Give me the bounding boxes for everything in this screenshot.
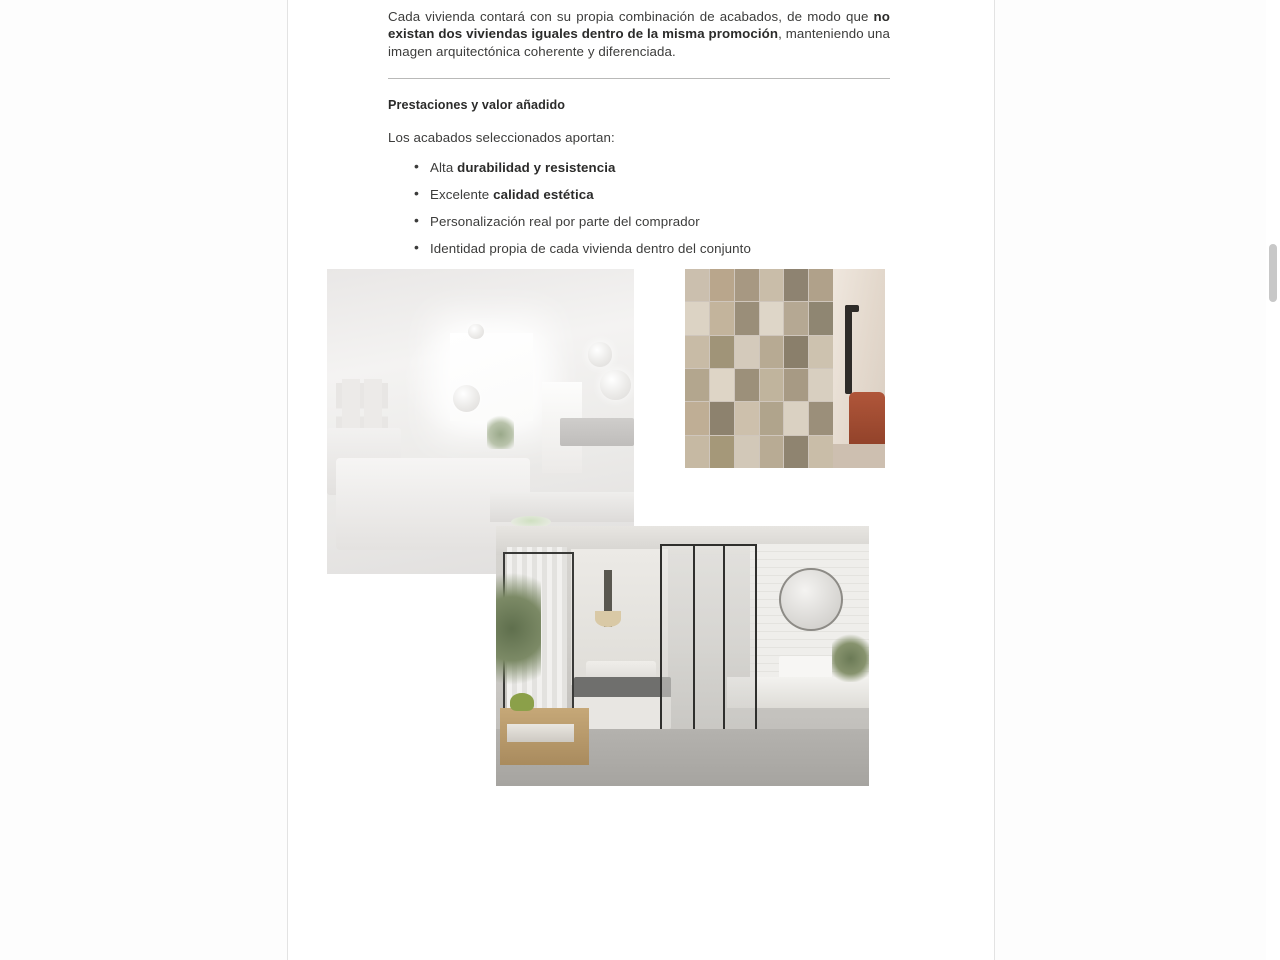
bullet-text-bold: durabilidad y resistencia (457, 160, 616, 176)
swatch-cell (735, 436, 759, 468)
scrollbar-thumb[interactable] (1269, 244, 1277, 302)
swatch-cell (784, 336, 808, 368)
bullet-text-before: Excelente (430, 187, 494, 203)
swatch-cell (784, 436, 808, 468)
countertop (833, 444, 885, 468)
left-gutter (0, 0, 287, 960)
intro-text-2: , manteniendo una imagen arquitectónica coherente y diferenciada. (388, 26, 890, 59)
swatch-cell (710, 269, 734, 301)
plant-decor (487, 412, 515, 449)
bedroom-bathroom-suite-image (496, 526, 869, 786)
swatch-cell (809, 402, 833, 434)
list-item (430, 240, 890, 257)
swatch-cell (735, 302, 759, 334)
swatch-cell (760, 402, 784, 434)
swatch-cell (710, 402, 734, 434)
intro-text-1: Cada vivienda contará con su propia combinación de acabados, de modo que (388, 9, 874, 24)
swatch-cell (760, 302, 784, 334)
bullet-text-before: Identidad propia de cada vivienda dentro del conjunto (430, 241, 751, 257)
television (560, 418, 634, 445)
swatch-cell (685, 302, 709, 334)
partition-mullion (693, 546, 695, 745)
swatch-cell (685, 402, 709, 434)
bullet-text-before: Personalización real por parte del comprador (430, 214, 700, 230)
coffee-table (490, 492, 634, 523)
swatch-cell (809, 369, 833, 401)
page-content (388, 0, 890, 267)
swatch-cell (710, 436, 734, 468)
plant-decor (496, 568, 541, 703)
swatch-cell (760, 269, 784, 301)
swatch-cell (809, 302, 833, 334)
bullet-text-bold: calidad estética (493, 187, 594, 203)
benefits-list (388, 159, 890, 257)
swatch-cell (784, 269, 808, 301)
swatch-cell (809, 269, 833, 301)
intro-paragraph (388, 0, 890, 60)
intro-bold-phrase: no existan dos viviendas iguales dentro de la misma promoción (388, 9, 890, 42)
swatch-cell (710, 336, 734, 368)
list-item (430, 159, 890, 176)
lead-paragraph: Los acabados seleccionados aportan: (388, 130, 615, 146)
swatch-cell (685, 369, 709, 401)
section-divider (388, 78, 890, 79)
swatch-cell (809, 436, 833, 468)
swatch-cell (784, 369, 808, 401)
page-left-edge (287, 0, 288, 960)
books-stack (507, 724, 574, 742)
plant-pot (510, 693, 533, 711)
bullet-text-before: Alta (430, 160, 458, 176)
pendant-lamp-icon (588, 342, 613, 366)
section-subheading: Prestaciones y valor añadido (388, 98, 566, 113)
washbasin (849, 392, 885, 452)
swatch-cell (760, 336, 784, 368)
swatch-cell (809, 336, 833, 368)
page-right-edge (994, 0, 995, 960)
swatch-cell (685, 269, 709, 301)
material-swatch-panel-image (685, 269, 885, 468)
swatch-cell (760, 436, 784, 468)
faucet (845, 305, 852, 395)
swatch-cell (735, 369, 759, 401)
pendant-lamp-icon (468, 324, 483, 339)
glass-partition (660, 544, 757, 747)
list-item (430, 186, 890, 203)
swatch-cell (735, 402, 759, 434)
partition-mullion (723, 546, 725, 745)
vertical-scrollbar[interactable] (1266, 0, 1280, 960)
swatch-grid (685, 269, 833, 468)
swatch-cell (710, 302, 734, 334)
right-gutter (995, 0, 1280, 960)
swatch-cell (784, 302, 808, 334)
pendant-lamp-icon (604, 570, 611, 627)
swatch-cell (784, 402, 808, 434)
round-mirror (779, 568, 843, 632)
list-item (430, 213, 890, 230)
swatch-cell (685, 336, 709, 368)
swatch-cell (710, 369, 734, 401)
swatch-cell (760, 369, 784, 401)
swatch-cell (735, 269, 759, 301)
swatch-cell (735, 336, 759, 368)
swatch-cell (685, 436, 709, 468)
pendant-lamp-icon (600, 370, 631, 401)
plant-decor (832, 630, 869, 682)
